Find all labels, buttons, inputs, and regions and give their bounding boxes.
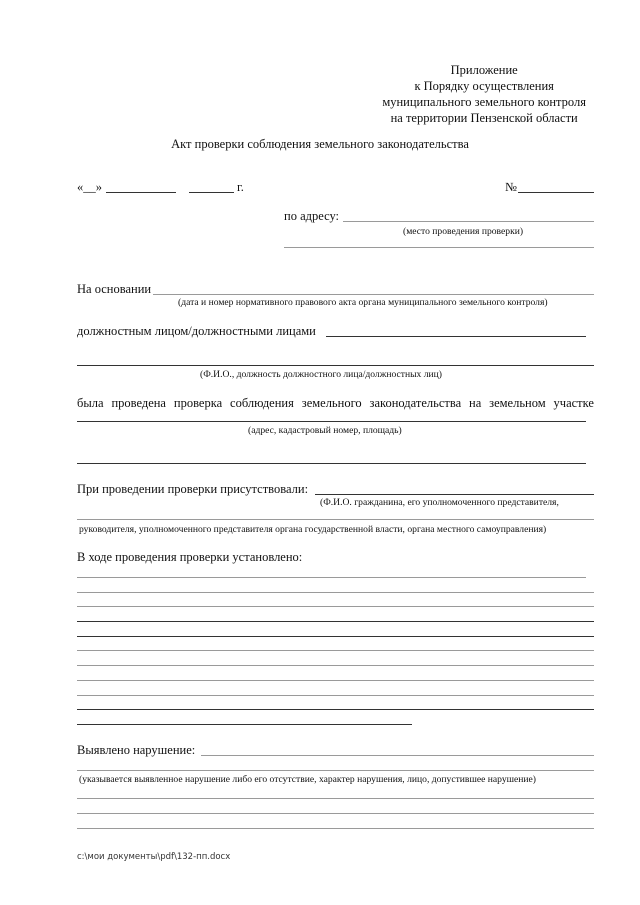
- violation-line-5[interactable]: [77, 828, 594, 829]
- date-day-blank: «__»: [77, 180, 102, 194]
- established-line[interactable]: [77, 680, 594, 681]
- established-line[interactable]: [77, 709, 594, 710]
- inspection-word: законодательства: [369, 396, 462, 410]
- established-label: В ходе проведения проверки установлено:: [77, 550, 303, 564]
- inspection-word: была: [77, 396, 104, 410]
- document-title: Акт проверки соблюдения земельного законодательства: [171, 137, 469, 151]
- established-line[interactable]: [77, 665, 594, 666]
- plot-line[interactable]: [77, 421, 586, 422]
- plot-line-2[interactable]: [77, 463, 586, 464]
- appendix-line: муниципального земельного контроля: [382, 95, 586, 109]
- file-path-footer: c:\мои документы\pdf\132-пп.docx: [77, 852, 231, 862]
- inspection-text: [77, 396, 594, 411]
- appendix-line: Приложение: [450, 63, 518, 77]
- present-caption-1: (Ф.И.О. гражданина, его уполномоченного представителя,: [320, 497, 559, 508]
- inspection-word: проведена: [111, 396, 166, 410]
- appendix-line: на территории Пензенской области: [390, 111, 578, 125]
- inspection-word: на: [469, 396, 482, 410]
- present-line-2[interactable]: [77, 519, 594, 520]
- established-line[interactable]: [77, 695, 594, 696]
- act-number-line[interactable]: [518, 192, 594, 193]
- established-line[interactable]: [77, 621, 594, 622]
- established-line[interactable]: [77, 650, 594, 651]
- officials-label: должностным лицом/должностными лицами: [77, 324, 316, 338]
- inspection-word: участке: [553, 396, 594, 410]
- present-caption-2: руководителя, уполномоченного представителя органа государственной власти, органа местного самоуправления): [79, 524, 547, 535]
- present-label: При проведении проверки присутствовали:: [77, 482, 309, 496]
- violation-label: Выявлено нарушение:: [77, 743, 196, 757]
- appendix-header: [382, 62, 586, 126]
- plot-caption: (адрес, кадастровый номер, площадь): [248, 425, 402, 436]
- violation-line-2[interactable]: [77, 770, 594, 771]
- inspection-word: земельного: [301, 396, 362, 410]
- appendix-line: к Порядку осуществления: [414, 79, 554, 93]
- inspection-word: соблюдения: [230, 396, 294, 410]
- address-label: по адресу:: [284, 209, 340, 223]
- basis-label: На основании: [77, 282, 152, 296]
- date-year-line[interactable]: [189, 192, 234, 193]
- basis-line[interactable]: [153, 294, 594, 295]
- inspection-word: земельном: [489, 396, 546, 410]
- established-line[interactable]: [77, 592, 594, 593]
- officials-line-2[interactable]: [77, 365, 594, 366]
- basis-caption: (дата и номер нормативного правового акта органа муниципального земельного контроля): [178, 297, 548, 308]
- officials-caption: (Ф.И.О., должность должностного лица/должностных лиц): [200, 369, 442, 380]
- inspection-word: проверка: [173, 396, 223, 410]
- date-year-suffix: г.: [237, 180, 244, 194]
- violation-line[interactable]: [201, 755, 594, 756]
- established-line[interactable]: [77, 606, 594, 607]
- address-line-2[interactable]: [284, 247, 594, 248]
- address-line[interactable]: [343, 221, 594, 222]
- violation-line-4[interactable]: [77, 813, 594, 814]
- established-line-last[interactable]: [77, 724, 412, 725]
- violation-caption: (указывается выявленное нарушение либо его отсутствие, характер нарушения, лицо, допустившее нарушение): [79, 774, 536, 785]
- established-line[interactable]: [77, 577, 586, 578]
- present-line[interactable]: [315, 494, 594, 495]
- violation-line-3[interactable]: [77, 798, 594, 799]
- date-month-line[interactable]: [106, 192, 176, 193]
- officials-line[interactable]: [326, 336, 586, 337]
- number-sign: №: [505, 180, 517, 194]
- address-caption: (место проведения проверки): [403, 226, 524, 237]
- established-line[interactable]: [77, 636, 594, 637]
